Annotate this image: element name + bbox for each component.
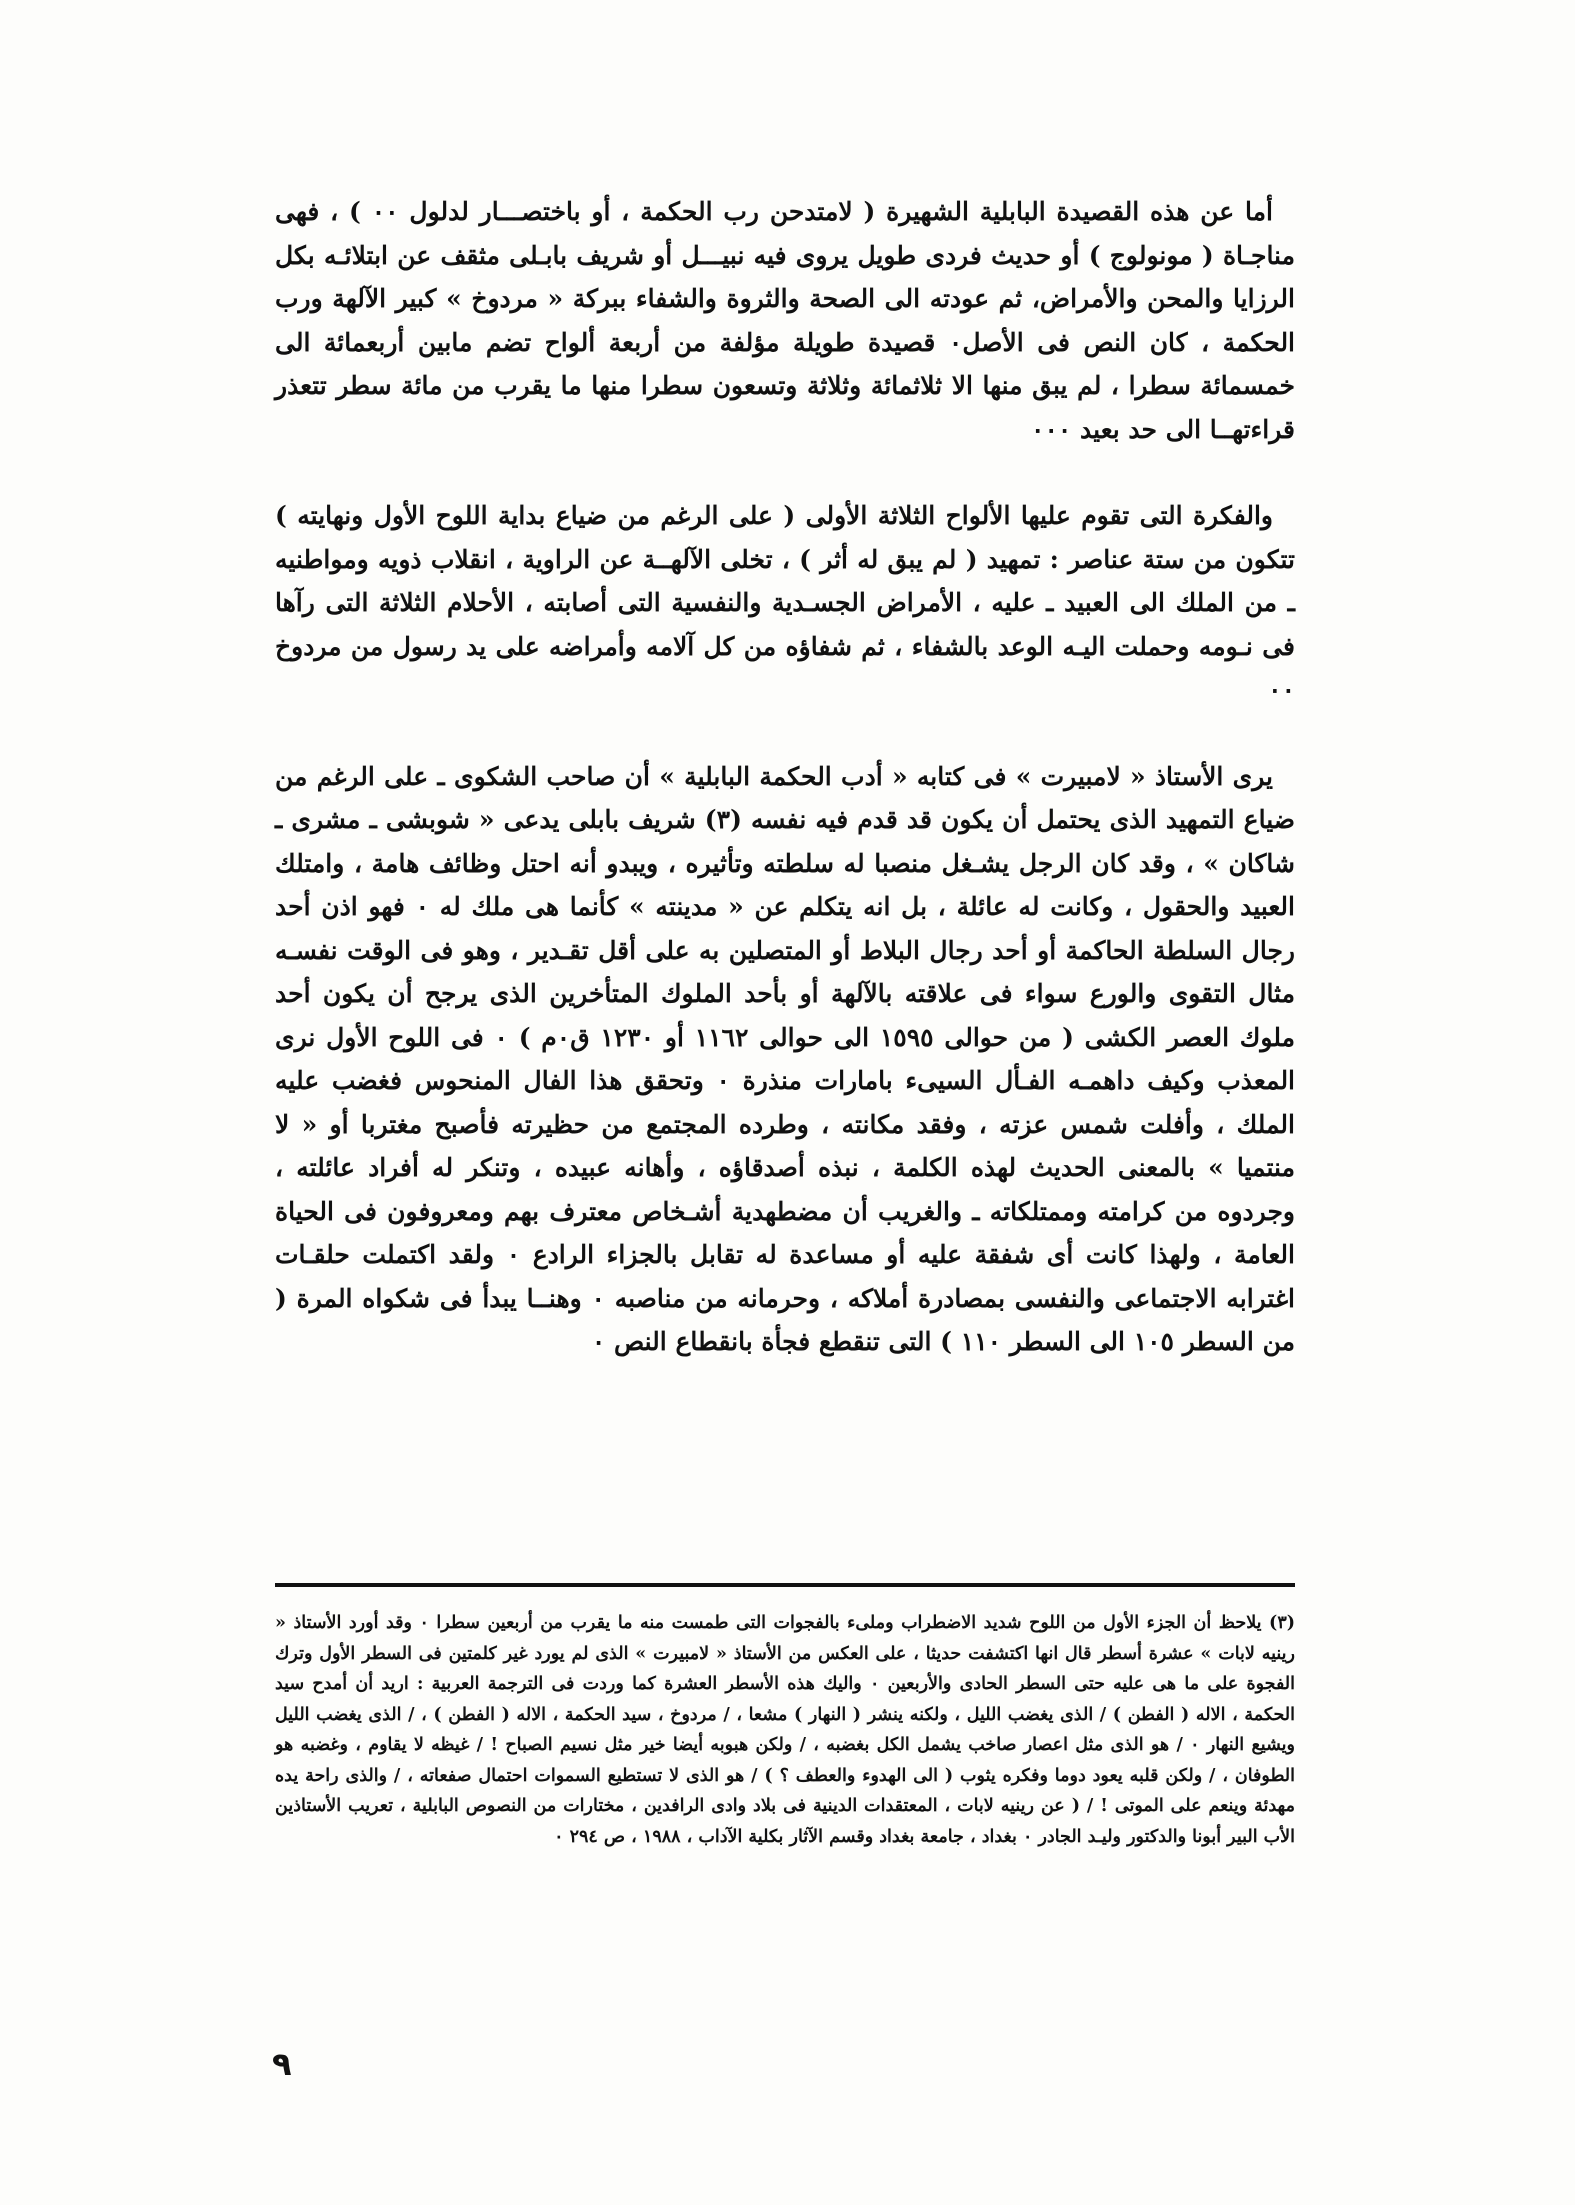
footnote-text: (٣) يلاحظ أن الجزء الأول من اللوح شديد الاضطراب وملىء بالفجوات التى طمست منه ما يقرب من أربعين سطرا ٠ وقد أورد الأستاذ « رينيه لابات » عشرة أسطر قال انها اكتشفت حديثا ، على العكس من الأستاذ « لامبيرت » الذى لم يورد غير كلمتين فى السطر الأول وترك الفجوة على ما هى عليه حتى السطر الحادى والأربعين ٠ واليك هذه الأسطر العشرة كما وردت فى الترجمة العربية : اريد أن أمدح سيد الحكمة ، الاله ( الفطن ) / الذى يغضب الليل ، ولكنه ينشر ( النهار ) مشعا ، / مردوخ ، سيد الحكمة ، الاله ( الفطن ) ، / الذى يغضب الليل ويشيع النهار ٠ / هو الذى مثل اعصار صاخب يشمل الكل بغضبه ، / ولكن هبوبه أيضا خير مثل نسيم الصباح ! / غيظه لا يقاوم ، وغضبه هو الطوفان ، / ولكن قلبه يعود دوما وفكره يثوب ( الى الهدوء والعطف ؟ ) / هو الذى لا تستطيع السموات احتمال صفعاته ، / والذى راحة يده مهدئة وينعم على الموتى ! / ( عن رينيه لابات ، المعتقدات الدينية فى بلاد وادى الرافدين ، مختارات من النصوص البابلية ، تعريب الأستاذين الأب البير أبونا والدكتور وليـد الجادر ٠ بغداد ، جامعة بغداد وقسم الآثار بكلية الآداب ، ١٩٨٨ ، ص ٢٩٤ ٠ (275, 1613, 1296, 1847)
main-text (275, 190, 1295, 1364)
paragraph-2: والفكرة التى تقوم عليها الألواح الثلاثة الأولى ( على الرغم من ضياع بداية اللوح الأول ونهايته ) تتكون من ستة عناصر : تمهيد ( لم يبق له أثر ) ، تخلى الآلهــة عن الراوية ، انقلاب ذويه ومواطنيه ـ من الملك الى العبيد ـ عليه ، الأمراض الجسـدية والنفسية التى أصابته ، الأحلام الثلاثة التى رآها فى نـومه وحملت اليـه الوعد بالشفاء ، ثم شفاؤه من كل آلامه وأمراضه على يد رسول من مردوخ ٠٠ (275, 501, 1295, 704)
page-number: ٩ (272, 2045, 292, 2083)
paragraph-3: يرى الأستاذ « لامبيرت » فى كتابه « أدب الحكمة البابلية » أن صاحب الشكوى ـ على الرغم من ضياع التمهيد الذى يحتمل أن يكون قد قدم فيه نفسه (٣) شريف بابلى يدعى « شوبشى ـ مشرى ـ شاكان » ، وقد كان الرجل يشـغل منصبا له سلطته وتأثيره ، ويبدو أنه احتل وظائف هامة ، وامتلك العبيد والحقول ، وكانت له عائلة ، بل انه يتكلم عن « مدينته » كأنما هى ملك له ٠ فهو اذن أحد رجال السلطة الحاكمة أو أحد رجال البلاط أو المتصلين به على أقل تقـدير ، وهو فى الوقت نفسـه مثال التقوى والورع سواء فى علاقته بالآلهة أو بأحد الملوك المتأخرين الذى يرجح أن يكون أحد ملوك العصر الكشى ( من حوالى ١٥٩٥ الى حوالى ١١٦٢ أو ١٢٣٠ ق٠م ) ٠ فى اللوح الأول نرى المعذب وكيف داهمـه الفـأل السيىء بامارات منذرة ٠ وتحقق هذا الفال المنحوس فغضب عليه الملك ، وأفلت شمس عزته ، وفقد مكانته ، وطرده المجتمع من حظيرته فأصبح مغتربا أو « لا منتميا » بالمعنى الحديث لهذه الكلمة ، نبذه أصدقاؤه ، وأهانه عبيده ، وتنكر له أفراد عائلته ، وجردوه من كرامته وممتلكاته ـ والغريب أن مضطهدية أشـخاص معترف بهم ومعروفون فى الحياة العامة ، ولهذا كانت أى شفقة عليه أو مساعدة له تقابل بالجزاء الرادع ٠ ولقد اكتملت حلقـات اغترابه الاجتماعى والنفسى بمصادرة أملاكه ، وحرمانه من مناصبه ٠ وهنــا يبدأ فى شكواه المرة ( من السطر ١٠٥ الى السطر ١١٠ ) التى تنقطع فجأة بانقطاع النص ٠ (275, 761, 1296, 1356)
footnote-divider (275, 1583, 1295, 1587)
paragraph-1: أما عن هذه القصيدة البابلية الشهيرة ( لامتدحن رب الحكمة ، أو باختصـــار لدلول ٠٠ ) ، فهى مناجـاة ( مونولوج ) أو حديث فردى طويل يروى فيه نبيـــل أو شريف بابـلى مثقف عن ابتلائـه بكل الرزايا والمحن والأمراض، ثم عودته الى الصحة والثروة والشفاء ببركة « مردوخ » كبير الآلهة ورب الحكمة ، كان النص فى الأصل٠ قصيدة طويلة مؤلفة من أربعة ألواح تضم مابين أربعمائة الى خمسمائة سطرا ، لم يبق منها الا ثلاثمائة وثلاثة وتسعون سطرا منها ما يقرب من مائة سطر تتعذر قراءتهــا الى حد بعيد ٠٠٠ (275, 197, 1296, 444)
footnote (275, 1608, 1295, 1852)
